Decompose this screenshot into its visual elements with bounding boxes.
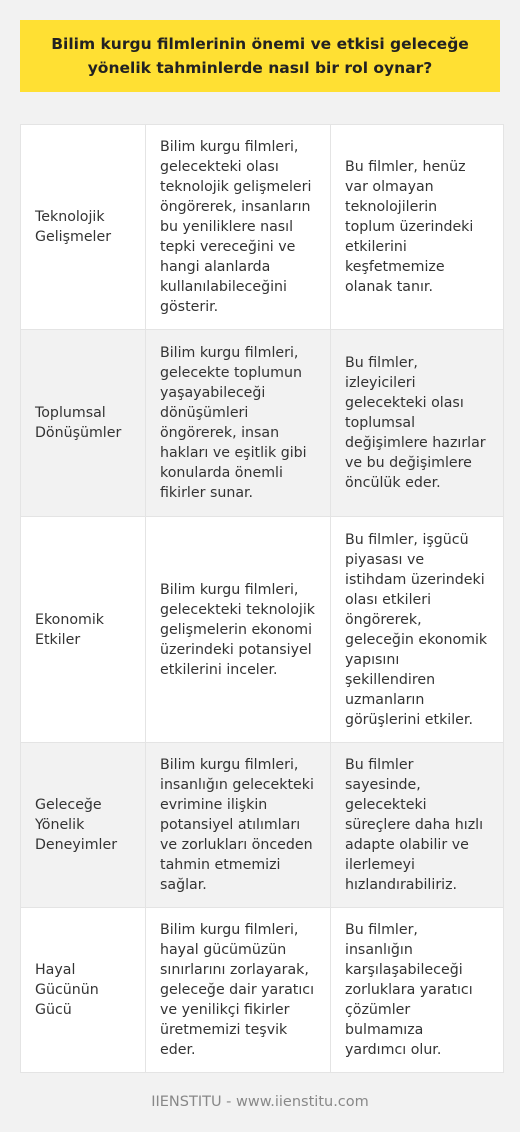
footer-credit: IIENSTITU - www.iienstitu.com (151, 1094, 369, 1110)
row-description-cell: Bilim kurgu filmleri, insanlığın gelecekteki evrimine ilişkin potansiyel atılımları ve zorlukları önceden tahmin etmemizi sağlar. (146, 743, 331, 908)
table-row (21, 743, 504, 908)
row-effect-cell: Bu filmler, işgücü piyasası ve istihdam üzerindeki olası etkileri öngörerek, geleceğin ekonomik yapısını şekillendiren uzmanların görüşlerini etkiler. (331, 517, 504, 743)
info-table (20, 124, 504, 1073)
row-description-cell: Bilim kurgu filmleri, gelecekteki teknolojik gelişmelerin ekonomi üzerindeki potansiyel etkilerini inceler. (146, 517, 331, 743)
table-row (21, 330, 504, 517)
page-title: Bilim kurgu filmlerinin önemi ve etkisi geleceğe yönelik tahminlerde nasıl bir rol oynar? (51, 35, 469, 77)
row-effect-cell: Bu filmler sayesinde, gelecekteki süreçlere daha hızlı adapte olabilir ve ilerlemeyi hızlandırabiliriz. (331, 743, 504, 908)
row-topic-cell: Hayal Gücünün Gücü (21, 908, 146, 1073)
row-topic-cell: Ekonomik Etkiler (21, 517, 146, 743)
row-description-cell: Bilim kurgu filmleri, gelecekteki olası teknolojik gelişmeleri öngörerek, insanların bu yeniliklere nasıl tepki vereceğini ve hangi alanlarda kullanılabileceğini gösterir. (146, 125, 331, 330)
row-effect-cell: Bu filmler, insanlığın karşılaşabileceği zorluklara yaratıcı çözümler bulmamıza yardımcı olur. (331, 908, 504, 1073)
row-effect-cell: Bu filmler, henüz var olmayan teknolojilerin toplum üzerindeki etkilerini keşfetmemize olanak tanır. (331, 125, 504, 330)
table-row (21, 517, 504, 743)
row-effect-cell: Bu filmler, izleyicileri gelecekteki olası toplumsal değişimlere hazırlar ve bu değişimlere öncülük eder. (331, 330, 504, 517)
table-row (21, 125, 504, 330)
table-row (21, 908, 504, 1073)
row-description-cell: Bilim kurgu filmleri, hayal gücümüzün sınırlarını zorlayarak, geleceğe dair yaratıcı ve yenilikçi fikirler üretmemizi teşvik eder. (146, 908, 331, 1073)
row-topic-cell: Geleceğe Yönelik Deneyimler (21, 743, 146, 908)
row-topic-cell: Toplumsal Dönüşümler (21, 330, 146, 517)
title-banner (20, 20, 500, 92)
row-description-cell: Bilim kurgu filmleri, gelecekte toplumun yaşayabileceği dönüşümleri öngörerek, insan hakları ve eşitlik gibi konularda önemli fikirler sunar. (146, 330, 331, 517)
row-topic-cell: Teknolojik Gelişmeler (21, 125, 146, 330)
